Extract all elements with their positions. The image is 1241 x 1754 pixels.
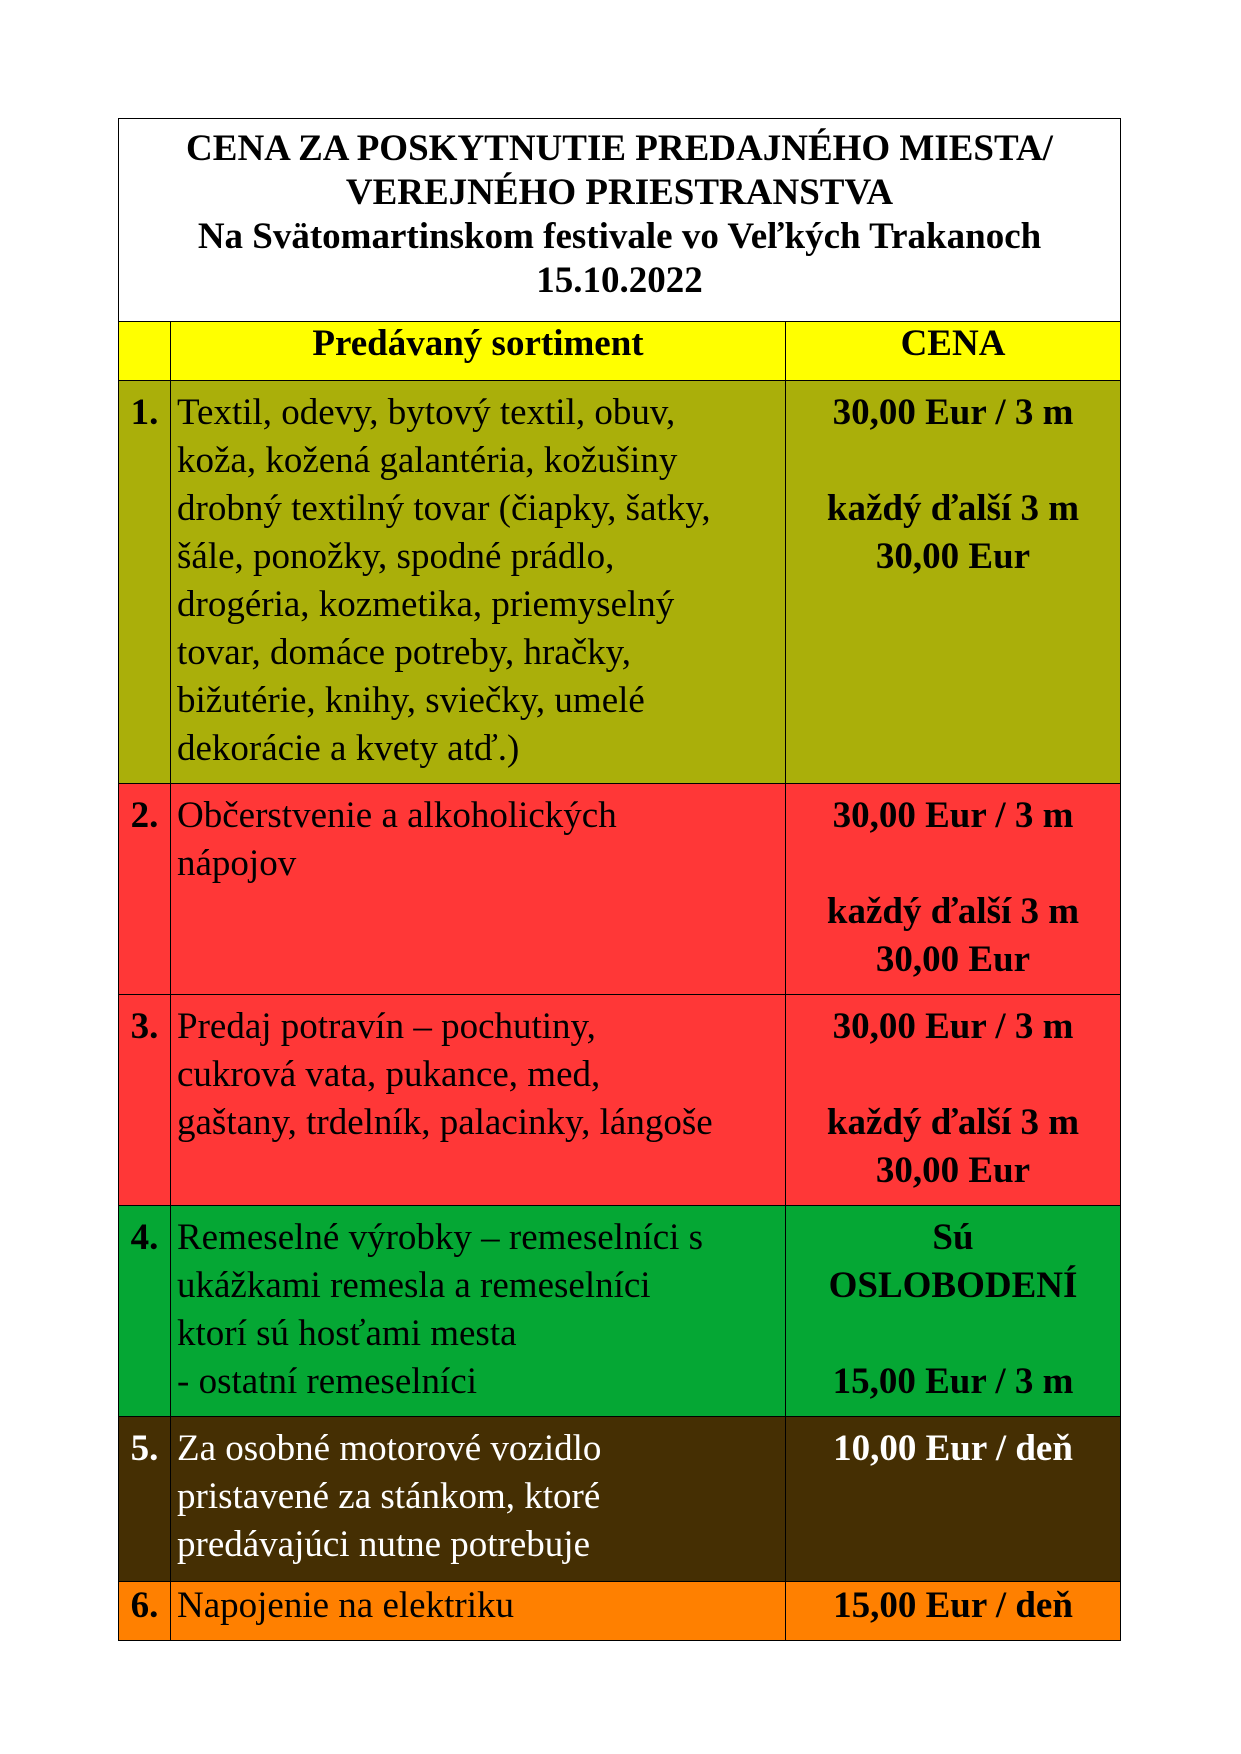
- price-line: 30,00 Eur: [875, 536, 1031, 577]
- description-line: tovar, domáce potreby, hračky,: [177, 632, 631, 673]
- price-line: každý ďalší 3 m: [826, 891, 1080, 932]
- table-row: [119, 1417, 1121, 1582]
- table-row: [119, 381, 1121, 784]
- description-line: gaštany, trdelník, palacinky, lángoše: [177, 1102, 713, 1143]
- row-price: [786, 784, 1121, 995]
- price-line: každý ďalší 3 m: [826, 1102, 1080, 1143]
- row-price: [786, 1206, 1121, 1417]
- price-spacer: [786, 1051, 1120, 1099]
- description-line: Napojenie na elektriku: [177, 1585, 514, 1626]
- description-line: bižutérie, knihy, sviečky, umelé: [177, 680, 645, 721]
- header-num: [119, 322, 171, 381]
- row-description: [171, 1417, 786, 1582]
- price-line: 10,00 Eur / deň: [833, 1428, 1073, 1469]
- row-number: 2.: [119, 784, 171, 995]
- price-spacer: [786, 437, 1120, 485]
- description-line: nápojov: [177, 843, 297, 884]
- description-line: Za osobné motorové vozidlo: [177, 1428, 602, 1469]
- row-description: [171, 995, 786, 1206]
- price-line: 30,00 Eur / 3 m: [832, 1006, 1074, 1047]
- description-line: Remeselné výrobky – remeselníci s: [177, 1217, 704, 1258]
- price-line: 30,00 Eur / 3 m: [832, 392, 1074, 433]
- row-description: [171, 784, 786, 995]
- price-line: každý ďalší 3 m: [826, 488, 1080, 529]
- header-price: CENA: [786, 322, 1121, 381]
- row-number: 6.: [119, 1582, 171, 1641]
- row-number: 5.: [119, 1417, 171, 1582]
- price-line: 15,00 Eur / 3 m: [832, 1361, 1074, 1402]
- price-line: Sú: [932, 1217, 974, 1258]
- description-line: - ostatní remeselníci: [177, 1361, 478, 1402]
- row-price: [786, 1582, 1121, 1641]
- description-line: pristavené za stánkom, ktoré: [177, 1476, 601, 1517]
- price-line: 15,00 Eur / deň: [833, 1585, 1073, 1626]
- description-line: ktorí sú hosťami mesta: [177, 1313, 517, 1354]
- row-price: [786, 1417, 1121, 1582]
- table-row: [119, 1206, 1121, 1417]
- table-row: [119, 1582, 1121, 1641]
- description-line: Občerstvenie a alkoholických: [177, 795, 617, 836]
- title-line-2: VEREJNÉHO PRIESTRANSTVA: [345, 172, 894, 213]
- row-description: [171, 1206, 786, 1417]
- description-line: cukrová vata, pukance, med,: [177, 1054, 601, 1095]
- description-line: šále, ponožky, spodné prádlo,: [177, 536, 615, 577]
- title-cell: [119, 119, 1121, 322]
- row-number: 4.: [119, 1206, 171, 1417]
- price-spacer: [786, 1310, 1120, 1358]
- title-line-3: Na Svätomartinskom festivale vo Veľkých Trakanoch: [197, 216, 1042, 257]
- row-number: 1.: [119, 381, 171, 784]
- row-number: 3.: [119, 995, 171, 1206]
- title-line-1: CENA ZA POSKYTNUTIE PREDAJNÉHO MIESTA/: [186, 128, 1053, 169]
- title-date: 15.10.2022: [536, 260, 703, 301]
- price-line: 30,00 Eur: [875, 1150, 1031, 1191]
- description-line: dekorácie a kvety atď.): [177, 728, 520, 769]
- description-line: Textil, odevy, bytový textil, obuv,: [177, 392, 676, 433]
- price-table: [118, 118, 1121, 1641]
- row-price: [786, 381, 1121, 784]
- price-line: OSLOBODENÍ: [828, 1265, 1078, 1306]
- description-line: drogéria, kozmetika, priemyselný: [177, 584, 675, 625]
- row-description: [171, 1582, 786, 1641]
- price-line: 30,00 Eur / 3 m: [832, 795, 1074, 836]
- description-line: koža, kožená galantéria, kožušiny: [177, 440, 678, 481]
- table-row: [119, 784, 1121, 995]
- header-assortment: Predávaný sortiment: [171, 322, 786, 381]
- price-line: 30,00 Eur: [875, 939, 1031, 980]
- price-spacer: [786, 840, 1120, 888]
- header-row: [119, 322, 1121, 381]
- description-line: Predaj potravín – pochutiny,: [177, 1006, 596, 1047]
- description-line: predávajúci nutne potrebuje: [177, 1524, 590, 1565]
- row-description: [171, 381, 786, 784]
- table-row: [119, 995, 1121, 1206]
- description-line: drobný textilný tovar (čiapky, šatky,: [177, 488, 711, 529]
- description-line: ukážkami remesla a remeselníci: [177, 1265, 651, 1306]
- title-row: [119, 119, 1121, 322]
- row-price: [786, 995, 1121, 1206]
